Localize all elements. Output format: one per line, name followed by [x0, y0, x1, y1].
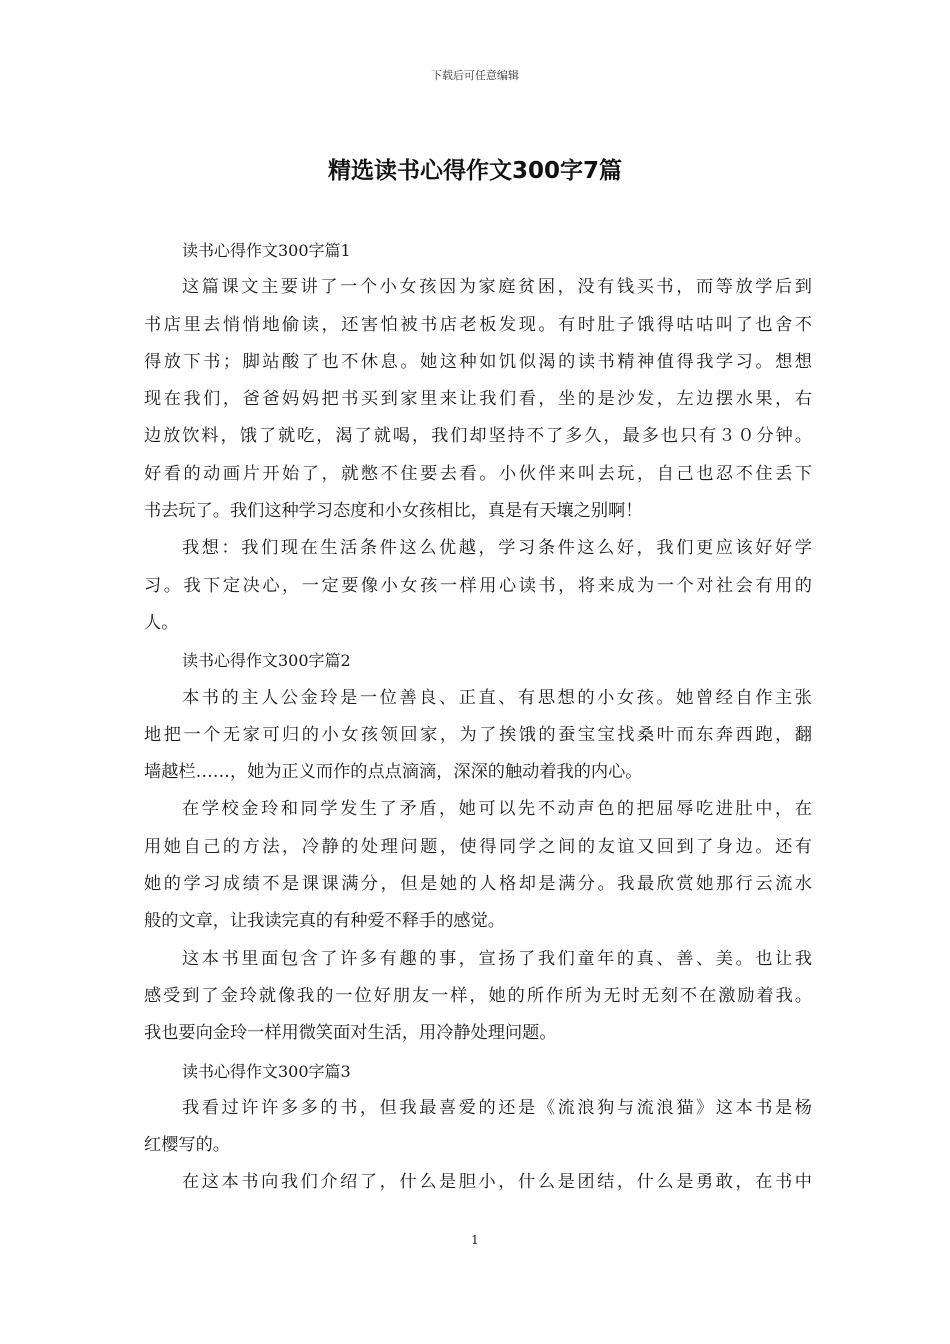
text-line: 用她自己的方法，冷静的处理问题，使得同学之间的友谊又回到了身边。还有	[144, 836, 812, 857]
header-note: 下载后可任意编辑	[431, 69, 519, 82]
text-line: 红樱写的。	[144, 1135, 230, 1156]
text-line: 边放饮料，饿了就吃，渴了就喝，我们却坚持不了多久，最多也只有３０分钟。	[144, 426, 812, 447]
text-line: 在学校金玲和同学发生了矛盾，她可以先不动声色的把屈辱吃进肚中，在	[182, 799, 812, 820]
text-line: 这篇课文主要讲了一个小女孩因为家庭贫困，没有钱买书，而等放学后到	[182, 277, 812, 298]
text-line: 般的文章，让我读完真的有种爱不释手的感觉。	[144, 911, 505, 932]
text-line: 感受到了金玲就像我的一位好朋友一样，她的所作所为无时无刻不在激励着我。	[144, 985, 812, 1006]
text-line: 在这本书向我们介绍了，什么是胆小，什么是团结，什么是勇敢，在书中	[182, 1172, 812, 1193]
text-line: 地把一个无家可归的小女孩领回家，为了挨饿的蚕宝宝找桑叶而东奔西跑，翻	[144, 724, 812, 745]
text-line: 她的学习成绩不是课课满分，但是她的人格却是满分。我最欣赏她那行云流水	[144, 874, 812, 895]
text-line: 我看过许许多多的书，但我最喜爱的还是《流浪狗与流浪猫》这本书是杨	[182, 1097, 812, 1118]
text-line: 本书的主人公金玲是一位善良、正直、有思想的小女孩。她曾经自作主张	[182, 687, 812, 708]
text-line: 好看的动画片开始了，就憋不住要去看。小伙伴来叫去玩，自己也忍不住丢下	[144, 463, 812, 484]
text-line: 现在我们，爸爸妈妈把书买到家里来让我们看，坐的是沙发，左边摆水果，右	[144, 389, 812, 410]
text-line: 书去玩了。我们这种学习态度和小女孩相比，真是有天壤之别啊！	[144, 501, 643, 522]
text-line: 这本书里面包含了许多有趣的事，宣扬了我们童年的真、善、美。也让我	[182, 948, 812, 969]
document-body	[144, 232, 812, 1202]
section-heading: 读书心得作文300字篇1	[182, 241, 351, 260]
text-line: 墙越栏……，她为正义而作的点点滴滴，深深的触动着我的内心。	[144, 762, 643, 783]
text-line: 我想：我们现在生活条件这么优越，学习条件这么好，我们更应该好好学	[182, 538, 812, 559]
section-heading: 读书心得作文300字篇2	[182, 651, 351, 671]
text-line: 书店里去悄悄地偷读，还害怕被书店老板发现。有时肚子饿得咕咕叫了也舍不	[144, 314, 812, 335]
document-title: 精选读书心得作文300字7篇	[327, 158, 622, 184]
text-line: 我也要向金玲一样用微笑面对生活，用冷静处理问题。	[144, 1023, 557, 1044]
page-number: 1	[471, 1233, 479, 1247]
text-line: 人。	[144, 612, 179, 633]
text-line: 习。我下定决心，一定要像小女孩一样用心读书，将来成为一个对社会有用的	[144, 575, 812, 596]
section-heading: 读书心得作文300字篇3	[182, 1061, 351, 1081]
text-line: 得放下书；脚站酸了也不休息。她这种如饥似渴的读书精神值得我学习。想想	[144, 351, 812, 372]
